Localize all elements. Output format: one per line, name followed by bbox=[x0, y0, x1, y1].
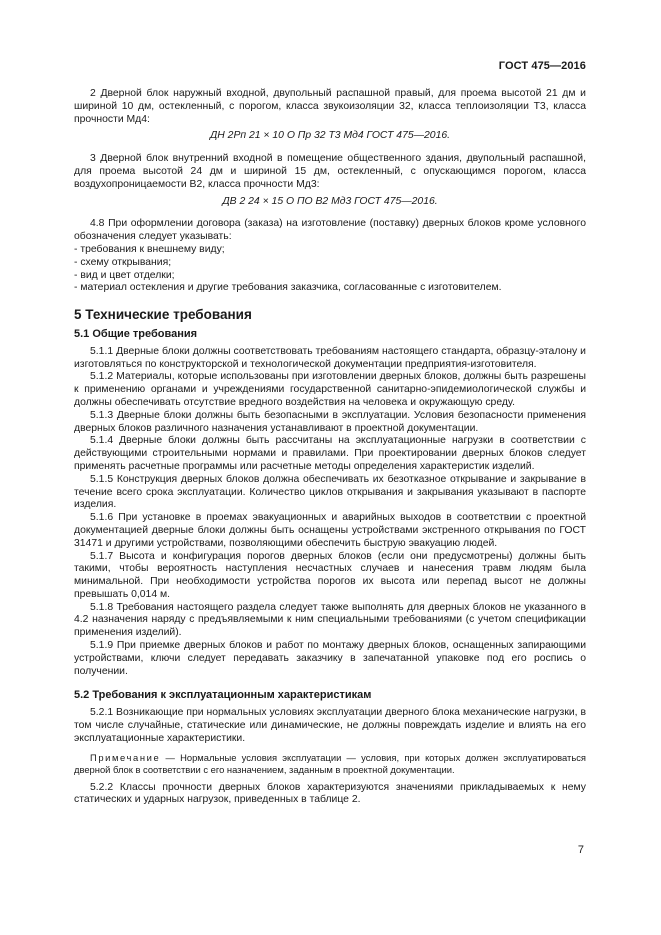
clause-5-1-1: 5.1.1 Дверные блоки должны соответствовать требованиям настоящего стандарта, образцу-эталону и изготовляться по конструкторской и технологической документации предприятия-изготовителя. bbox=[74, 345, 586, 370]
example-3-text: 3 Дверной блок внутренний входной в помещение общественного здания, двупольный распашной, для проема высотой 24 дм и шириной 15 дм, остекленный, с опускающимся порогом, класса воздухопроницаемости В2, класса прочности Мд3: bbox=[74, 153, 586, 190]
example-3-formula: ДВ 2 24 × 15 О ПО В2 Мд3 ГОСТ 475—2016. bbox=[222, 195, 438, 207]
clause-5-2-2: 5.2.2 Классы прочности дверных блоков характеризуются значениями прикладываемых к нему статических и ударных нагрузок, приведенных в таблице 2. bbox=[74, 781, 586, 806]
doc-header: ГОСТ 475—2016 bbox=[498, 60, 586, 72]
page-content bbox=[74, 88, 586, 807]
clause-5-1-7: 5.1.7 Высота и конфигурация порогов дверных блоков (если они предусмотрены) должны быть такими, чтобы вероятность наступления несчастных случаев и нанесения травм людям была минимальной. При необходимости устройства порогов их высота или перепад высот не должны превышать 0,014 м. bbox=[74, 550, 586, 600]
clause-5-1-2: 5.1.2 Материалы, которые использованы при изготовлении дверных блоков, должны быть разрешены к применению органами и учреждениями государственной санитарно-эпидемиологической службы и должны обеспечивать отсутствие вредного воздействия на человека и окружающую среду. bbox=[74, 371, 586, 408]
list-item: - требования к внешнему виду; bbox=[74, 243, 225, 255]
section-5-title: 5 Технические требования bbox=[74, 307, 252, 323]
example-2-text: 2 Дверной блок наружный входной, двупольный распашной правый, для проема высотой 21 дм и шириной 10 дм, остекленный, с порогом, класса звукоизоляции 32, класса теплоизоляции Т3, класса прочности Мд4: bbox=[74, 88, 586, 125]
list-item: - схему открывания; bbox=[74, 256, 172, 268]
example-2-formula: ДН 2Рп 21 × 10 О Пр 32 Т3 Мд4 ГОСТ 475—2016. bbox=[209, 130, 451, 142]
clause-5-1-9: 5.1.9 При приемке дверных блоков и работ по монтажу дверных блоков, оснащенных запирающими устройствами, ключи следует передавать заказчику в запечатанной упаковке под его роспись о получении. bbox=[74, 640, 586, 677]
clause-4-8: 4.8 При оформлении договора (заказа) на изготовление (поставку) дверных блоков кроме условного обозначения следует указывать: bbox=[74, 218, 586, 243]
section-5-2-title: 5.2 Требования к эксплуатационным характеристикам bbox=[74, 689, 372, 702]
note bbox=[74, 752, 586, 776]
note-text: — Нормальные условия эксплуатации — условия, при которых должен эксплуатироваться дверной блок в соответствии с его назначением, заданным в проектной документации. bbox=[74, 751, 586, 775]
note-label: Примечание bbox=[90, 751, 161, 763]
list-item: - материал остекления и другие требования заказчика, согласованные с изготовителем. bbox=[74, 282, 502, 294]
list-item: - вид и цвет отделки; bbox=[74, 269, 175, 281]
clause-5-1-8: 5.1.8 Требования настоящего раздела следует также выполнять для дверных блоков не указанного в 4.2 назначения наряду с предъявляемыми к ним специальными требованиями (с учетом спецификации применения изделий). bbox=[74, 601, 586, 639]
clause-5-1-3: 5.1.3 Дверные блоки должны быть безопасными в эксплуатации. Условия безопасности применения дверных блоков различного назначения устанавливают в проектной документации. bbox=[74, 409, 586, 434]
clause-5-1-5: 5.1.5 Конструкция дверных блоков должна обеспечивать их безотказное открывание и закрывание в течение всего срока эксплуатации. Количество циклов открывания и закрывания указывают в паспорте изделия. bbox=[74, 473, 586, 511]
clause-5-1-4: 5.1.4 Дверные блоки должны быть рассчитаны на эксплуатационные нагрузки в соответствии с действующими строительными нормами и правилами. При проектировании дверных блоков следует применять расчетные программы или расчетные методы определения характеристик изделий. bbox=[74, 435, 586, 472]
clause-5-2-1: 5.2.1 Возникающие при нормальных условиях эксплуатации дверного блока механические нагрузки, в том числе случайные, статические или динамические, не должны повреждать изделие и влиять на его эксплуатационные характеристики. bbox=[74, 707, 586, 744]
page-number: 7 bbox=[577, 844, 584, 856]
section-5-1-title: 5.1 Общие требования bbox=[74, 327, 198, 340]
clause-5-1-6: 5.1.6 При установке в проемах эвакуационных и аварийных выходов в соответствии с проектной документацией дверные блоки должны быть оснащены устройствами экстренного открывания по ГОСТ 31471 и другими устройствами, позволяющими обеспечить быструю эвакуацию людей. bbox=[74, 512, 586, 549]
